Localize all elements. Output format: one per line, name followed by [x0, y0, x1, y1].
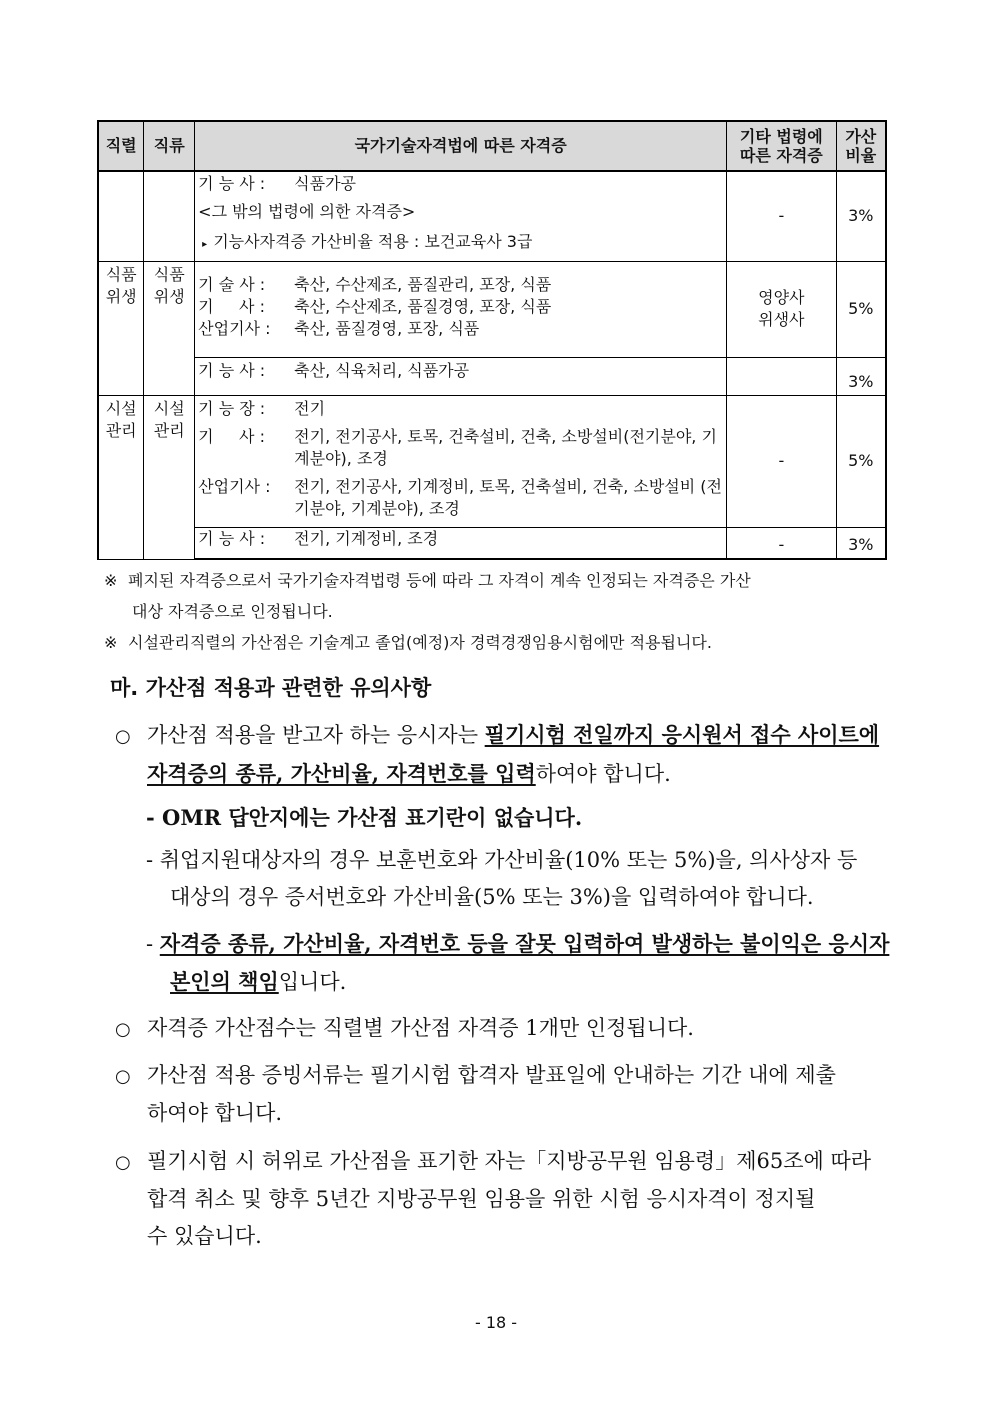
paragraph-text: 가산점 적용을 받고자 하는 응시자는 [147, 723, 485, 747]
paragraph-line [115, 1143, 900, 1181]
circle-bullet-icon: ○ [115, 726, 131, 747]
footnote-1 [104, 565, 899, 627]
cert-value: 축산, 품질경영, 포장, 식품 [294, 318, 480, 338]
section-heading: 마. 가산점 적용과 관련한 유의사항 [110, 676, 432, 700]
paragraph-line [115, 716, 900, 755]
paragraph-line: 수 있습니다. [147, 1224, 262, 1248]
header-series: 직렬 [98, 121, 144, 171]
sub-item-omr: - OMR 답안지에는 가산점 표기란이 없습니다. [146, 805, 583, 830]
sub-item-responsibility [146, 925, 906, 1001]
cert-note: 기능사자격증 가산비율 적용 : 보건교육사 3급 [213, 232, 533, 251]
circle-bullet-icon: ○ [115, 1152, 131, 1173]
rate-cell: 3% [836, 527, 886, 559]
cert-label: 기 사 : [198, 296, 265, 316]
table-row [98, 261, 886, 357]
reference-mark-icon: ※ [104, 571, 118, 590]
series-line: 시설 [105, 398, 137, 418]
paragraph-text: 하여야 합니다. [535, 762, 671, 786]
footnote-2 [104, 627, 899, 658]
cert-line [198, 528, 724, 550]
sub-item-line [146, 963, 906, 1001]
cert-line [198, 360, 724, 382]
cert-value: 식품가공 [294, 174, 356, 193]
class-line: 시설 [153, 398, 185, 418]
header-class: 직류 [144, 121, 195, 171]
cert-value: 전기, 기계정비, 조경 [294, 528, 439, 548]
sub-item-line: - 취업지원대상자의 경우 보훈번호와 가산비율(10% 또는 5%)을, 의사상자 등 [146, 848, 858, 872]
cert-value: 축산, 수산제조, 품질관리, 포장, 식품 [294, 274, 552, 294]
series-line: 위생 [105, 286, 137, 306]
emphasis-text: 자격증 종류, 가산비율, 자격번호 등을 잘못 입력하여 발생하는 불이익은 응시자 [159, 931, 890, 956]
triangle-right-icon: ▸ [202, 239, 208, 250]
sub-item-line: 대상의 경우 증서번호와 가산비율(5% 또는 3%)을 입력하여야 합니다. [170, 885, 814, 909]
footnote-text: 폐지된 자격증으로서 국가기술자격법령 등에 따라 그 자격이 계속 인정되는 자격증은 가산 [128, 571, 751, 590]
emphasis-text: 자격증의 종류, 가산비율, 자격번호를 입력 [147, 761, 536, 786]
cert-line [198, 398, 724, 420]
other-cert-cell-empty [727, 357, 836, 395]
footnote-line [104, 627, 899, 658]
cert-label: 산업기사 : [198, 318, 271, 338]
circle-bullet-icon: ○ [115, 1019, 131, 1040]
cert-value: 전기, 전기공사, 기계정비, 토목, 건축설비, 건축, 소방설비 (전기분야, 기계분야), 조경 [294, 476, 723, 518]
paragraph-line: 합격 취소 및 향후 5년간 지방공무원 임용을 위한 시험 응시자격이 정지될 [147, 1187, 816, 1211]
certificate-table [97, 120, 887, 560]
sub-item-text: 입니다. [278, 970, 347, 994]
other-cert-cell: - [727, 395, 836, 527]
rate-cell: 3% [836, 171, 886, 261]
cert-value: 전기 [294, 398, 326, 418]
header-other-line1: 기타 법령에 [739, 127, 823, 146]
other-cert-line: 위생사 [758, 310, 805, 329]
cert-line [198, 228, 724, 259]
cert-label: 기 사 : [198, 426, 265, 446]
paragraph-text: 자격증 가산점수는 직렬별 가산점 자격증 1개만 인정됩니다. [147, 1016, 694, 1040]
paragraph-1 [115, 716, 900, 793]
cert-line [198, 296, 724, 318]
paragraph-2 [115, 1010, 900, 1048]
cert-line [198, 274, 724, 296]
paragraph-line [115, 1057, 900, 1095]
cert-label: 기 술 사 : [198, 274, 266, 294]
header-rate-line1: 가산 [845, 127, 877, 146]
cert-label: 기 능 사 : [198, 360, 266, 380]
class-line: 위생 [153, 286, 185, 306]
series-cell-food [98, 261, 144, 395]
sub-item-veterans [146, 842, 906, 916]
paragraph-4 [115, 1143, 900, 1255]
paragraph-3 [115, 1057, 900, 1132]
cert-label: 산업기사 : [198, 476, 271, 496]
emphasis-text: 본인의 책임 [170, 969, 279, 994]
cert-line [198, 426, 724, 470]
cert-value: 축산, 수산제조, 품질경영, 포장, 식품 [294, 296, 552, 316]
rate-cell: 5% [836, 261, 886, 357]
national-cert-cell [195, 357, 727, 395]
class-cell-empty [144, 171, 195, 261]
class-cell-facility [144, 395, 195, 559]
other-cert-cell: - [727, 171, 836, 261]
footnote-text: 시설관리직렬의 가산점은 기술계고 졸업(예정)자 경력경쟁임용시험에만 적용됩니다. [128, 633, 712, 652]
cert-label: 기 능 장 : [198, 398, 266, 418]
national-cert-cell [195, 527, 727, 559]
class-line: 식품 [153, 264, 185, 284]
header-other-line2: 따른 자격증 [739, 146, 823, 165]
header-national-cert: 국가기술자격법에 따른 자격증 [195, 121, 727, 171]
reference-mark-icon: ※ [104, 633, 118, 652]
table-row [98, 527, 886, 559]
table-header-row [98, 121, 886, 171]
national-cert-cell [195, 171, 727, 261]
cert-line [198, 318, 724, 340]
series-cell-facility [98, 395, 144, 559]
header-rate [836, 121, 886, 171]
series-cell-empty [98, 171, 144, 261]
cert-line: <그 밖의 법령에 의한 자격증> [198, 202, 416, 221]
footnote-line: 대상 자격증으로 인정됩니다. [132, 602, 333, 621]
paragraph-line [115, 755, 900, 793]
paragraph-line: 하여야 합니다. [147, 1101, 283, 1125]
sub-item-line [146, 925, 906, 963]
class-cell-food [144, 261, 195, 395]
paragraph-text: 가산점 적용 증빙서류는 필기시험 합격자 발표일에 안내하는 기간 내에 제출 [147, 1063, 836, 1087]
cert-value: 축산, 식육처리, 식품가공 [294, 360, 470, 380]
emphasis-text: 필기시험 전일까지 응시원서 접수 사이트에 [484, 722, 880, 747]
page-number: - 18 - [474, 1313, 518, 1332]
other-cert-line: 영양사 [758, 288, 805, 307]
national-cert-cell [195, 395, 727, 527]
table-row [98, 395, 886, 527]
circle-bullet-icon: ○ [115, 1066, 131, 1087]
other-cert-cell: - [727, 527, 836, 559]
paragraph-line [115, 1010, 900, 1048]
rate-cell: 5% [836, 395, 886, 527]
rate-cell: 3% [836, 357, 886, 395]
footnote-line [104, 565, 899, 596]
table-row [98, 357, 886, 395]
header-other-cert [727, 121, 836, 171]
other-cert-cell [727, 261, 836, 357]
table-row [98, 171, 886, 261]
cert-line [198, 476, 724, 520]
class-line: 관리 [153, 420, 185, 440]
cert-label: 기 능 사 : [198, 528, 266, 548]
national-cert-cell [195, 261, 727, 357]
dash-mark: - [146, 932, 160, 956]
cert-value: 전기, 전기공사, 토목, 건축설비, 건축, 소방설비(전기분야, 기계분야), 조경 [294, 426, 717, 468]
series-line: 식품 [105, 264, 137, 284]
series-line: 관리 [105, 420, 137, 440]
paragraph-text: 필기시험 시 허위로 가산점을 표기한 자는「지방공무원 임용령」제65조에 따라 [147, 1149, 872, 1173]
header-rate-line2: 비율 [845, 146, 877, 165]
cert-label: 기 능 사 : [198, 174, 266, 193]
cert-line [198, 172, 724, 196]
